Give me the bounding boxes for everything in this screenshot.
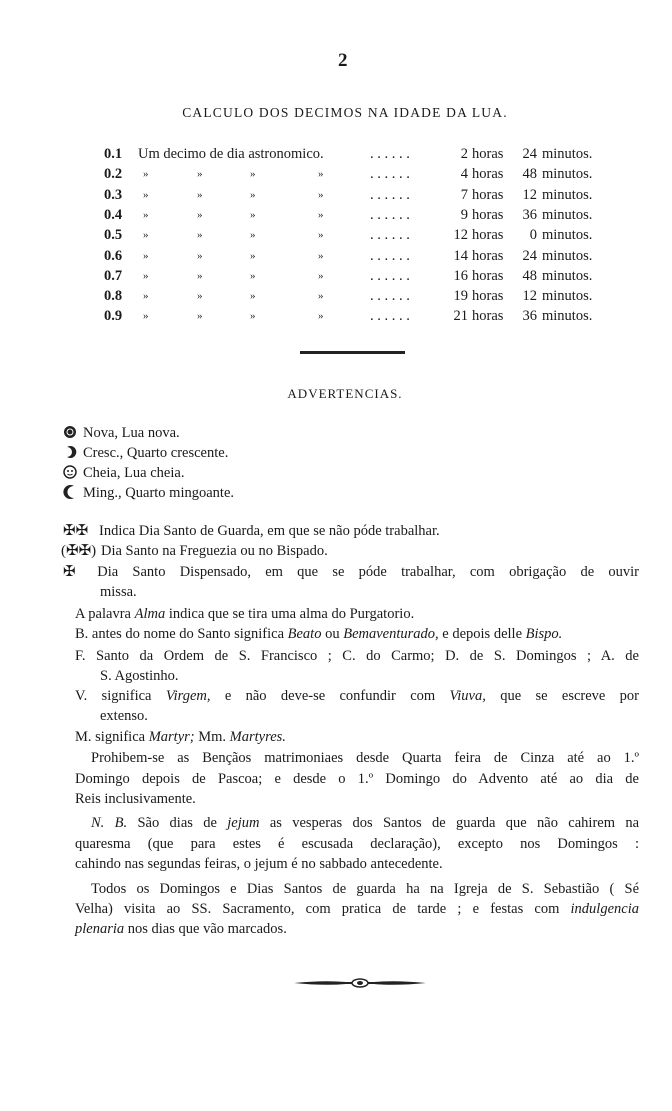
minutes-label: minutos. (542, 308, 593, 325)
dot-leader: . . . . . . (370, 206, 410, 223)
table-row (0, 307, 672, 327)
double-cross-icon: ✠✠ (63, 523, 89, 539)
ditto-mark: » (250, 269, 256, 282)
moon-phase-item (63, 444, 228, 462)
ditto-mark: » (318, 249, 324, 262)
ditto-mark: » (143, 168, 149, 181)
decimal-value: 0.1 (104, 146, 123, 162)
ditto-mark: » (250, 229, 256, 242)
table-title: CALCULO DOS DECIMOS NA IDADE DA LUA. (182, 105, 508, 120)
first-quarter-icon (63, 445, 77, 459)
moon-phase-text: Cresc., Quarto crescente. (83, 445, 229, 461)
last-quarter-icon (63, 485, 77, 499)
ditto-mark: » (318, 208, 324, 221)
hours-label: horas (472, 166, 504, 183)
minutes-value: 24 (522, 247, 537, 264)
holy-day-text: Dia Santo na Freguezia ou no Bispado. (101, 543, 328, 559)
minutes-value: 12 (522, 288, 537, 305)
decimal-value: 0.5 (104, 227, 123, 244)
minutes-label: minutos. (542, 166, 593, 183)
hours-value: 7 (460, 186, 468, 203)
todos-line: plenaria nos dias que vão marcados. (75, 921, 287, 937)
ornamental-rule (294, 977, 426, 989)
continuation-line: missa. (100, 584, 137, 600)
dot-leader: . . . . . . (370, 146, 410, 162)
decimal-value: 0.2 (104, 166, 123, 183)
ditto-mark: » (197, 208, 203, 221)
ditto-mark: » (143, 290, 149, 303)
divider-rule (300, 351, 405, 354)
minutes-value: 24 (522, 146, 537, 162)
bencaos-line: Domingo depois de Pascoa; e desde o 1.º Domingo do Advento até ao dia de (75, 771, 639, 787)
table-row (0, 247, 672, 267)
dot-leader: . . . . . . (370, 186, 410, 203)
ditto-mark: » (318, 269, 324, 282)
minutes-value: 0 (529, 227, 537, 244)
beato-note: B. antes do nome do Santo significa Beato ou Bemaventurado, e depois delle Bispo. (75, 626, 563, 642)
moon-phase-text: Ming., Quarto mingoante. (83, 485, 235, 501)
cross-icon: ✠ (63, 564, 76, 580)
holy-day-text: Indica Dia Santo de Guarda, em que se não póde trabalhar. (99, 523, 440, 539)
ditto-mark: » (197, 249, 203, 262)
minutes-value: 12 (522, 186, 537, 203)
decimal-value: 0.4 (104, 206, 123, 223)
nb-line: N. B. São dias de jejum as vesperas dos Santos de guarda que não cahirem na (91, 815, 640, 831)
ditto-mark: » (318, 188, 324, 201)
ditto-mark: » (143, 229, 149, 242)
ditto-mark: » (197, 229, 203, 242)
full-moon-icon (63, 465, 77, 479)
table-row (0, 267, 672, 287)
ditto-mark: » (250, 290, 256, 303)
table-row (0, 287, 672, 307)
ditto-mark: » (318, 168, 324, 181)
ditto-mark: » (250, 208, 256, 221)
table-row (0, 206, 672, 226)
moon-phase-text: Nova, Lua nova. (83, 425, 180, 441)
dot-leader: . . . . . . (370, 227, 410, 244)
double-cross-parenthesized-icon: (✠✠) (61, 543, 97, 559)
holy-day-text: Dia Santo Dispensado, em que se póde trabalhar, com obrigação de ouvir (97, 564, 640, 580)
hours-value: 9 (460, 206, 468, 223)
holy-day-line (61, 542, 328, 560)
moon-phase-text: Cheia, Lua cheia. (83, 465, 185, 481)
martyr-note: M. significa Martyr; Mm. Martyres. (75, 729, 286, 745)
todos-line: Todos os Domingos e Dias Santos de guarda ha na Igreja de S. Sebastião ( Sé (91, 881, 639, 897)
advertencias-heading: ADVERTENCIAS. (287, 386, 403, 401)
ditto-mark: » (318, 290, 324, 303)
table-row (0, 186, 672, 206)
ditto-mark: » (250, 168, 256, 181)
ditto-mark: » (143, 310, 149, 323)
table-row (0, 145, 672, 165)
bencaos-line: Reis inclusivamente. (75, 791, 196, 807)
alma-note: A palavra Alma indica que se tira uma alma do Purgatorio. (75, 606, 415, 622)
holy-day-line (63, 563, 639, 581)
ordens-note-cont: S. Agostinho. (100, 668, 179, 684)
ditto-mark: » (318, 310, 324, 323)
hours-value: 14 (453, 247, 468, 264)
ditto-mark: » (143, 188, 149, 201)
ditto-mark: » (250, 310, 256, 323)
minutes-value: 36 (522, 206, 537, 223)
hours-label: horas (472, 308, 504, 325)
hours-label: horas (472, 206, 504, 223)
nb-line: quaresma (que para estes é escusada declaração), excepto nos Domingos : (75, 836, 639, 852)
moon-phase-item (63, 424, 180, 442)
hours-value: 4 (460, 166, 468, 183)
minutes-value: 48 (522, 166, 537, 183)
minutes-label: minutos. (542, 186, 593, 203)
moon-phase-item (63, 464, 184, 482)
minutes-label: minutos. (542, 146, 593, 162)
holy-day-line (63, 522, 440, 540)
minutes-value: 48 (522, 267, 537, 284)
hours-value: 19 (453, 288, 468, 305)
hours-value: 16 (453, 267, 468, 284)
decimal-value: 0.8 (104, 288, 123, 305)
virgem-note-cont: extenso. (100, 708, 148, 724)
ordens-note: F. Santo da Ordem de S. Francisco ; C. do Carmo; D. de S. Domingos ; A. de (75, 648, 639, 664)
decimal-value: 0.3 (104, 186, 123, 203)
dot-leader: . . . . . . (370, 288, 410, 305)
ditto-mark: » (197, 269, 203, 282)
ditto-mark: » (318, 229, 324, 242)
todos-line: Velha) visita ao SS. Sacramento, com pratica de tarde ; e festas com indulgencia (75, 901, 639, 917)
ditto-mark: » (197, 290, 203, 303)
table-row (0, 165, 672, 185)
ditto-mark: » (197, 188, 203, 201)
minutes-value: 36 (522, 308, 537, 325)
nb-line: cahindo nas segundas feiras, o jejum é no sabbado antecedente. (75, 856, 443, 872)
hours-label: horas (472, 247, 504, 264)
ditto-mark: » (143, 269, 149, 282)
dot-leader: . . . . . . (370, 247, 410, 264)
bencaos-line: Prohibem-se as Bençãos matrimoniaes desde Quarta feira de Cinza até ao 1.º (91, 750, 639, 766)
hours-label: horas (472, 146, 504, 162)
decimal-value: 0.9 (104, 308, 123, 325)
virgem-note: V. significa Virgem, e não deve-se confundir com Viuva, que se escreve por (75, 688, 640, 704)
new-moon-icon (63, 425, 77, 439)
table-row (0, 226, 672, 246)
moon-phase-item (63, 484, 234, 502)
ditto-mark: » (197, 168, 203, 181)
dot-leader: . . . . . . (370, 166, 410, 183)
ditto-mark: » (143, 208, 149, 221)
ditto-mark: » (197, 310, 203, 323)
ditto-mark: » (250, 188, 256, 201)
hours-value: 12 (453, 227, 468, 244)
minutes-label: minutos. (542, 288, 593, 305)
hours-value: 21 (453, 308, 468, 325)
dot-leader: . . . . . . (370, 308, 410, 325)
ditto-mark: » (250, 249, 256, 262)
decimal-value: 0.6 (104, 247, 123, 264)
ditto-mark: » (143, 249, 149, 262)
hours-label: horas (472, 267, 504, 284)
dot-leader: . . . . . . (370, 267, 410, 284)
hours-label: horas (472, 227, 504, 244)
minutes-label: minutos. (542, 247, 593, 264)
hours-value: 2 (460, 146, 468, 162)
minutes-label: minutos. (542, 206, 593, 223)
row-description: Um decimo de dia astronomico. (138, 146, 324, 162)
hours-label: horas (472, 288, 504, 305)
minutes-label: minutos. (542, 227, 593, 244)
minutes-label: minutos. (542, 267, 593, 284)
decimal-value: 0.7 (104, 267, 123, 284)
page-number: 2 (338, 50, 348, 71)
hours-label: horas (472, 186, 504, 203)
